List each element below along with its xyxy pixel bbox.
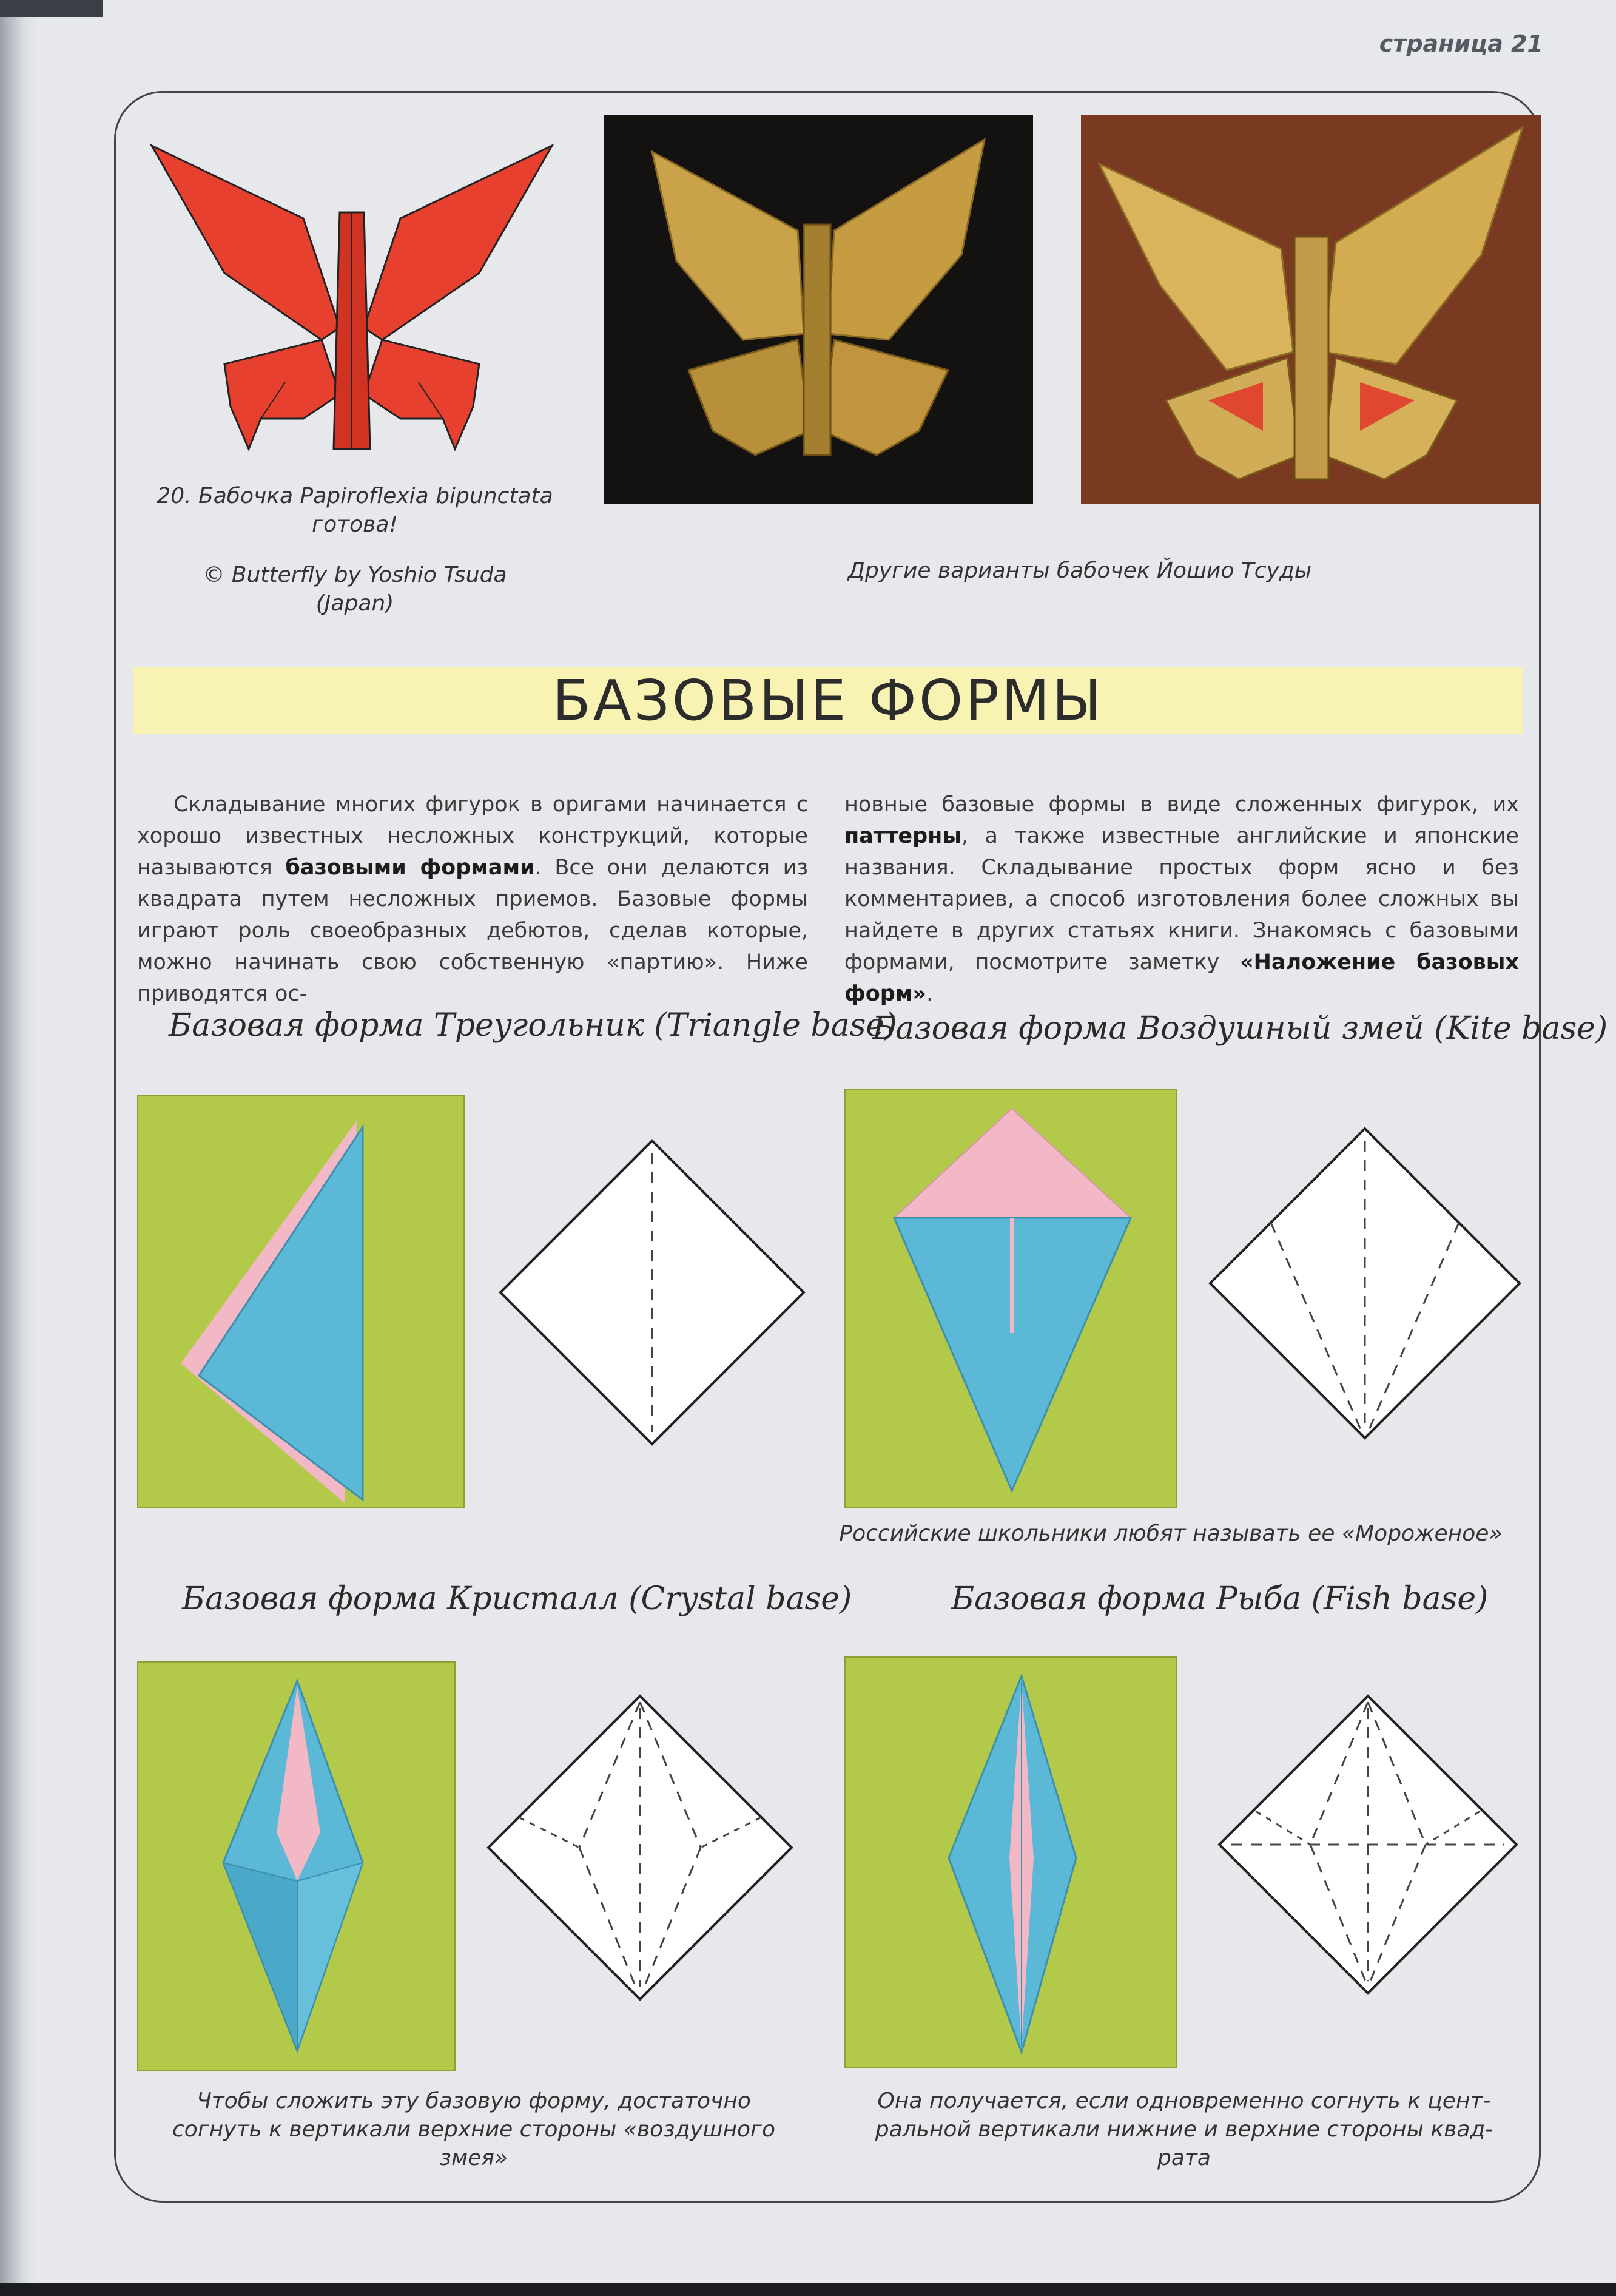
butterfly-credit-line2: (Japan) — [315, 590, 394, 616]
crystal-base-paper-icon — [138, 1663, 457, 2072]
kite-base-crease-pattern — [1204, 1123, 1526, 1444]
intro-col1-bold: базовыми формами — [285, 856, 535, 880]
intro-col2-text-b: , а также известные английские и японские названия. Складывание простых форм ясно и без комментариев, а способ изготовления более сложных вы найдете в других статьях книги. Знакомясь с базовыми формами, посмотрите заметку — [844, 824, 1519, 974]
page-number: страница 21 — [1379, 30, 1543, 57]
section-banner — [133, 667, 1523, 734]
triangle-base-crease-pattern — [494, 1135, 810, 1450]
triangle-base-title: Базовая форма Треугольник (Triangle base) — [169, 1007, 897, 1044]
intro-column-1 — [137, 789, 808, 1010]
butterfly-diagram — [140, 133, 564, 473]
butterfly-caption-line1: 20. Бабочка Papiroflexia bipunctata — [157, 484, 553, 508]
butterfly-credit — [133, 561, 576, 618]
crystal-base-title: Базовая форма Кристалл (Crystal base) — [182, 1581, 852, 1617]
fish-base-photo — [844, 1656, 1177, 2068]
scan-bottom-edge — [0, 2283, 1616, 2296]
butterfly-caption-line2: готова! — [312, 512, 398, 537]
crystal-base-crease-pattern — [482, 1690, 798, 2005]
fish-caption-line3: рата — [1157, 2145, 1211, 2170]
butterfly-caption — [133, 482, 576, 539]
triangle-base-paper-icon — [138, 1096, 466, 1509]
variants-caption: Другие варианты бабочек Йошио Тсуды — [847, 558, 1312, 583]
intro-col1-text-a: Складывание многих фигурок в оригами начинается с хорошо известных несложных конструкций, которые называются — [137, 792, 808, 880]
fish-base-crease-pattern — [1213, 1690, 1523, 1999]
crystal-caption-line1: Чтобы сложить эту базовую форму, достаточно — [197, 2088, 751, 2113]
fish-base-paper-icon — [846, 1658, 1178, 2069]
intro-col1-text-b: . Все они делаются из квадрата путем несложных приемов. Базовые формы играют роль своеобразных дебютов, сделав которые, можно начинать свою собственную «партию». Ниже приводятся ос- — [137, 856, 809, 1006]
fish-base-caption — [844, 2087, 1524, 2172]
crystal-caption-line3: змея» — [439, 2145, 508, 2170]
kite-base-paper-icon — [846, 1090, 1178, 1509]
intro-col2-text-c: . — [926, 982, 934, 1006]
section-title: БАЗОВЫЕ ФОРМЫ — [552, 668, 1104, 733]
intro-col2-bold-2: «Наложение базовых форм» — [844, 950, 1519, 1006]
crystal-base-caption — [137, 2087, 810, 2172]
gold-butterfly-photo-brown — [1081, 115, 1541, 504]
crystal-base-photo — [137, 1661, 456, 2071]
crystal-caption-line2: согнуть к вертикали верхние стороны «воздушного — [172, 2116, 775, 2142]
kite-base-photo — [844, 1089, 1177, 1508]
kite-base-caption: Российские школьники любят называть ее «Мороженое» — [839, 1521, 1503, 1546]
butterfly-credit-line1: © Butterfly by Yoshio Tsuda — [203, 562, 507, 587]
fish-caption-line1: Она получается, если одновременно согнуть к цент- — [877, 2088, 1491, 2113]
triangle-base-photo — [137, 1095, 465, 1508]
gold-butterfly-photo-dark — [604, 115, 1033, 504]
kite-base-title: Базовая форма Воздушный змей (Kite base) — [872, 1010, 1608, 1047]
page-spine-shadow — [0, 0, 36, 2296]
intro-col2-text-a: новные базовые формы в виде сложенных фигурок, их — [844, 792, 1519, 817]
fish-caption-line2: ральной вертикали нижние и верхние стороны квад- — [875, 2116, 1493, 2142]
intro-column-2 — [844, 789, 1519, 1010]
gold-butterfly-brown-icon — [1081, 115, 1541, 504]
scan-corner — [0, 0, 103, 17]
fish-base-title: Базовая форма Рыба (Fish base) — [951, 1581, 1489, 1617]
gold-butterfly-dark-icon — [604, 115, 1033, 504]
intro-col2-bold-1: паттерны — [844, 824, 961, 848]
